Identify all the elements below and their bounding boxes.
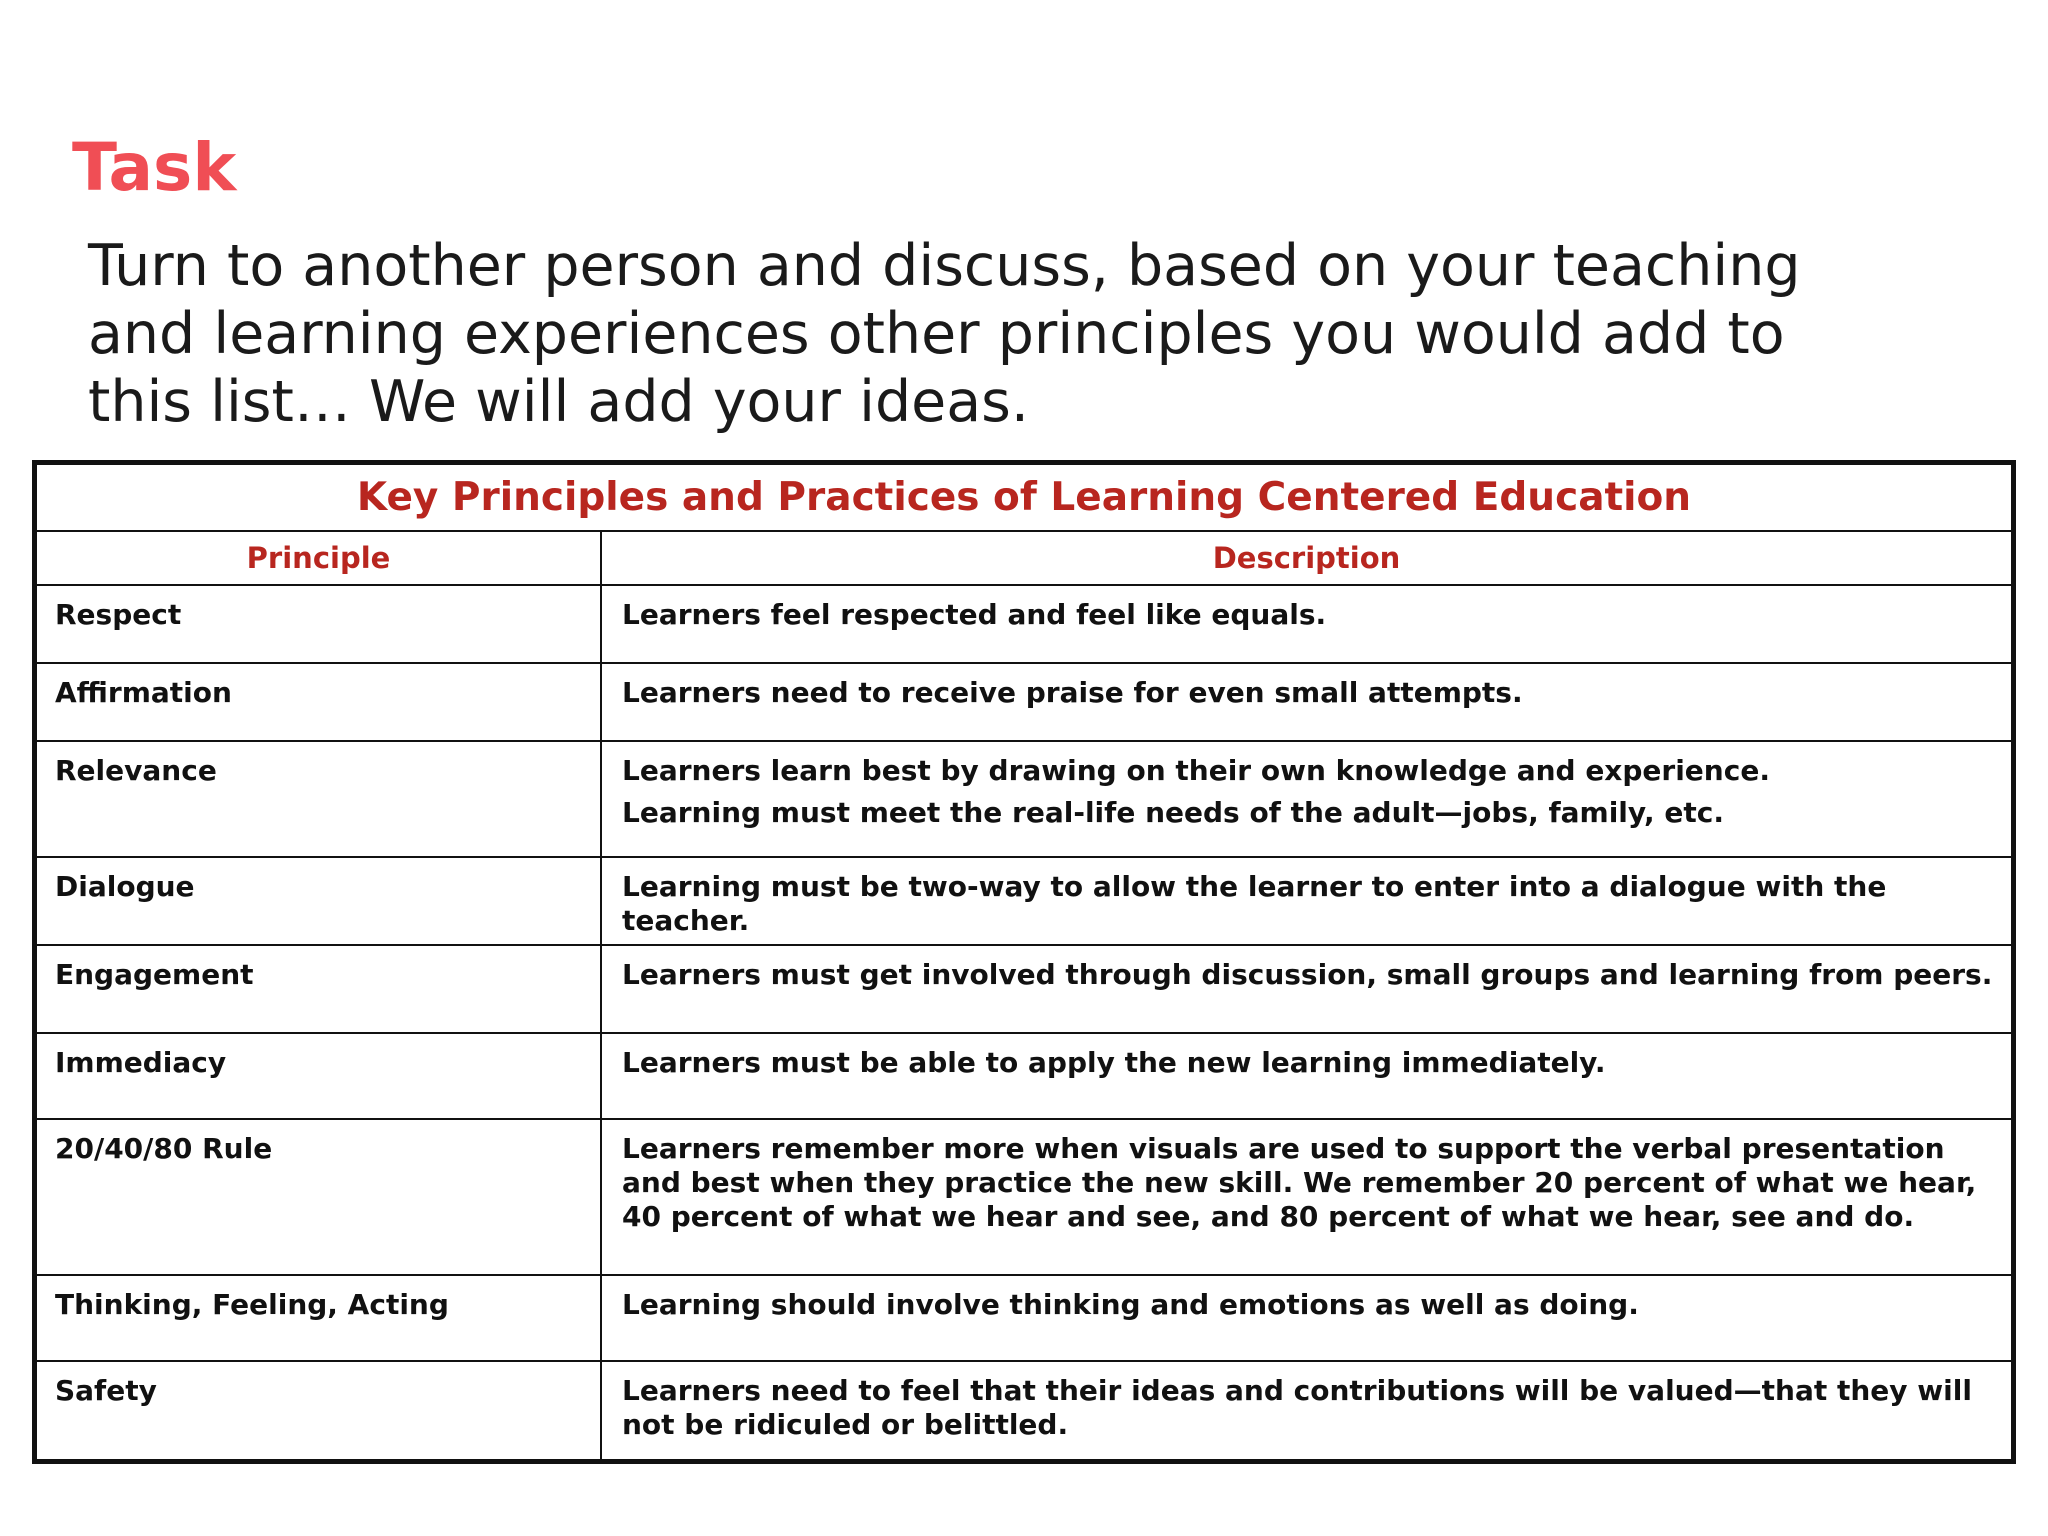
description-cell bbox=[601, 1275, 2011, 1361]
description-cell bbox=[601, 1033, 2011, 1119]
principle-cell: Immediacy bbox=[37, 1033, 601, 1119]
principle-cell: Thinking, Feeling, Acting bbox=[37, 1275, 601, 1361]
description-text: Learning must meet the real-life needs of the adult—jobs, family, etc. bbox=[622, 796, 1724, 829]
description-text: Learning should involve thinking and emotions as well as doing. bbox=[622, 1288, 1639, 1321]
principle-cell: Affirmation bbox=[37, 663, 601, 741]
description-cell bbox=[601, 857, 2011, 945]
description-cell bbox=[601, 1361, 2011, 1459]
description-cell bbox=[601, 1119, 2011, 1275]
table-row bbox=[37, 1033, 2011, 1119]
description-text: Learners need to feel that their ideas and contributions will be valued—that they will not be ridiculed or belittled. bbox=[622, 1374, 1972, 1441]
principle-cell: Relevance bbox=[37, 741, 601, 857]
table-row bbox=[37, 663, 2011, 741]
column-header-description: Description bbox=[601, 531, 2011, 585]
description-text: Learners must be able to apply the new learning immediately. bbox=[622, 1046, 1606, 1079]
description-text: Learners must get involved through discussion, small groups and learning from peers. bbox=[622, 958, 1993, 991]
slide-title: Task bbox=[72, 129, 237, 206]
table-row bbox=[37, 1275, 2011, 1361]
table-row bbox=[37, 741, 2011, 857]
table-header-row bbox=[37, 531, 2011, 585]
description-text: Learners need to receive praise for even small attempts. bbox=[622, 676, 1523, 709]
description-cell bbox=[601, 585, 2011, 663]
table-row bbox=[37, 945, 2011, 1033]
description-cell bbox=[601, 741, 2011, 857]
principles-table bbox=[32, 460, 2016, 1464]
table-row bbox=[37, 857, 2011, 945]
description-text: Learning must be two-way to allow the learner to enter into a dialogue with the teacher. bbox=[622, 870, 1887, 937]
principle-cell: 20/40/80 Rule bbox=[37, 1119, 601, 1275]
description-text: Learners feel respected and feel like equals. bbox=[622, 598, 1327, 631]
description-text: Learners remember more when visuals are used to support the verbal presentation and best when they practice the new skill. We remember 20 percent of what we hear, 40 percent of what we hear and see, and 80 percent of what we hear, see and do. bbox=[622, 1132, 1977, 1233]
description-text: Learners learn best by drawing on their own knowledge and experience. bbox=[622, 754, 1770, 787]
description-cell bbox=[601, 663, 2011, 741]
principle-cell: Safety bbox=[37, 1361, 601, 1459]
principles-table-grid bbox=[37, 465, 2011, 1459]
principle-cell: Dialogue bbox=[37, 857, 601, 945]
table-row bbox=[37, 1361, 2011, 1459]
description-cell bbox=[601, 945, 2011, 1033]
principle-cell: Respect bbox=[37, 585, 601, 663]
principle-cell: Engagement bbox=[37, 945, 601, 1033]
table-row bbox=[37, 585, 2011, 663]
table-caption-row bbox=[37, 465, 2011, 531]
task-instruction: Turn to another person and discuss, based on your teaching and learning experiences other principles you would add to this list… We will add your ideas. bbox=[88, 233, 1801, 435]
table-row bbox=[37, 1119, 2011, 1275]
column-header-principle: Principle bbox=[37, 531, 601, 585]
table-caption: Key Principles and Practices of Learning Centered Education bbox=[37, 465, 2011, 531]
